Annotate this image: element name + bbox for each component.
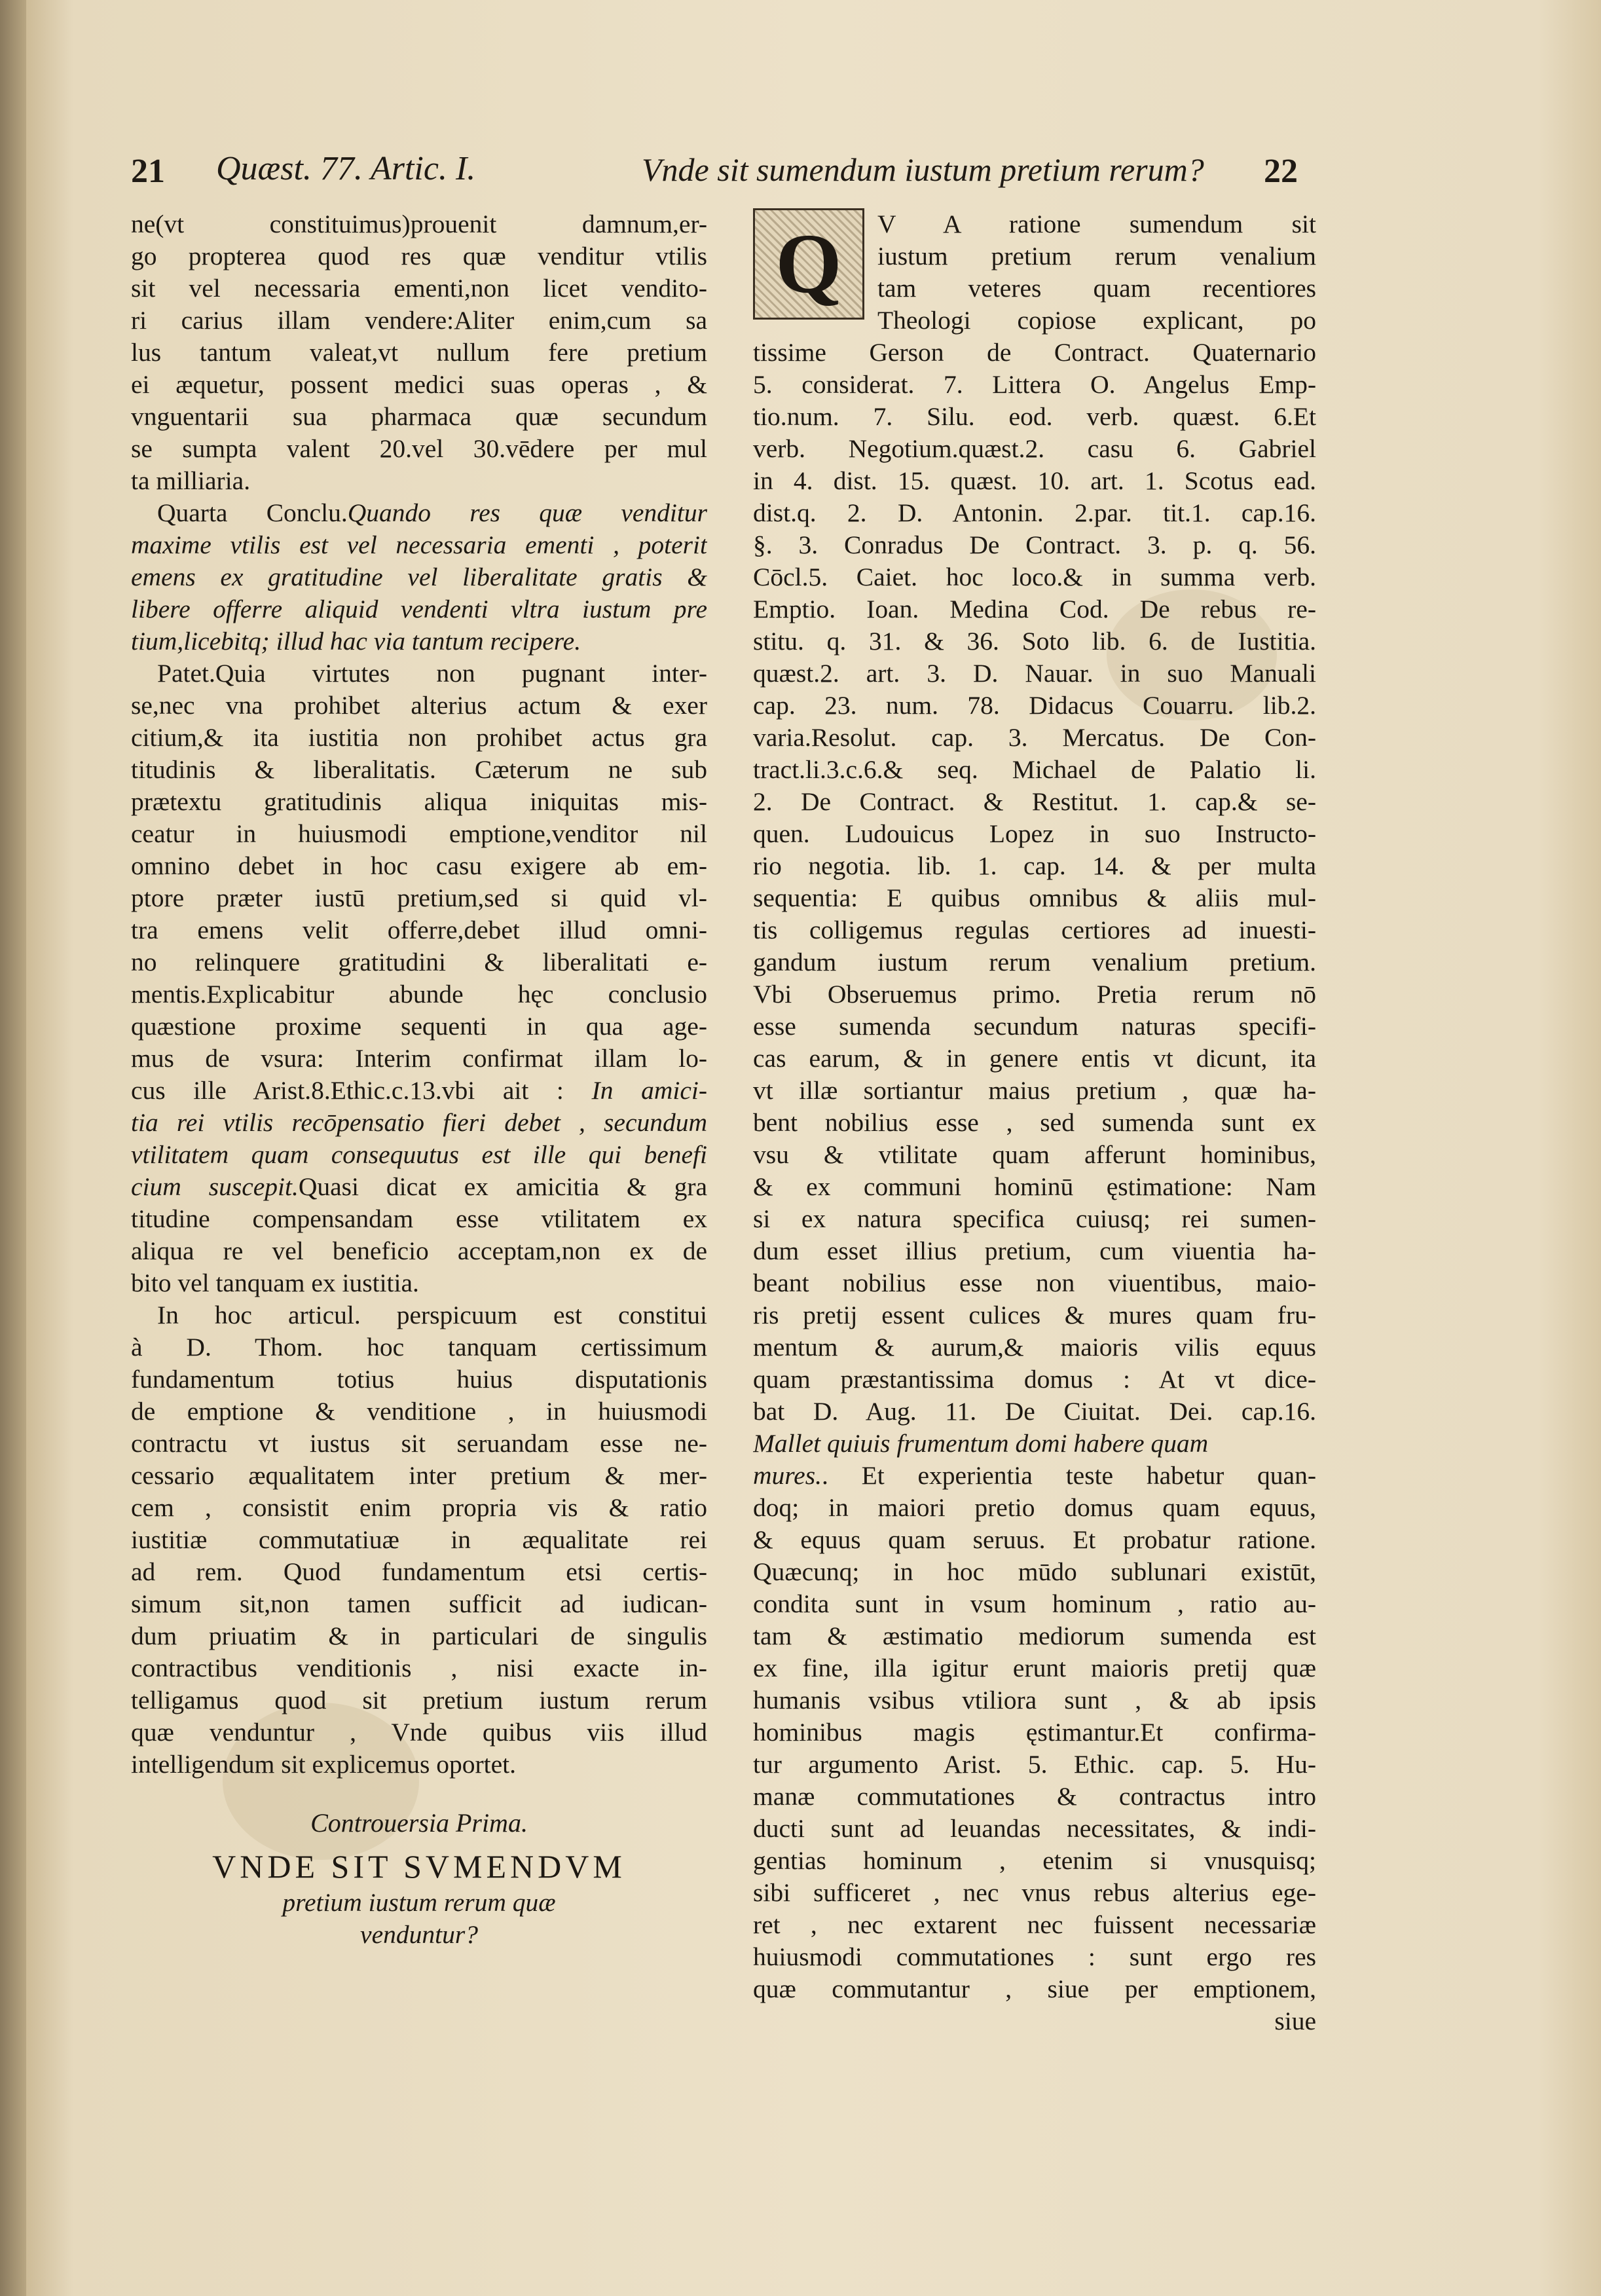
text-line: se sumpta valent 20.vel 30.vēdere per mul bbox=[131, 434, 707, 463]
text-line: Quarta Conclu.Quando res quæ venditur bbox=[157, 498, 707, 527]
text-line: tam & æstimatio mediorum sumenda est bbox=[753, 1621, 1316, 1650]
text-line: cem , consistit enim propria vis & ratio bbox=[131, 1493, 707, 1522]
section-subtitle: pretium iustum rerum quæ bbox=[282, 1888, 556, 1917]
text-line: condita sunt in vsum hominum , ratio au- bbox=[753, 1589, 1316, 1618]
right-column bbox=[753, 208, 1316, 2037]
page-number-right: 22 bbox=[1264, 153, 1298, 190]
text-line: tio.num. 7. Silu. eod. verb. quæst. 6.Et bbox=[753, 402, 1316, 431]
text-line: mus de vsura: Interim confirmat illam lo- bbox=[131, 1044, 707, 1073]
text-line: contractu vt iustus sit seruandam esse ne- bbox=[131, 1429, 707, 1458]
text-line: 2. De Contract. & Restitut. 1. cap.& se- bbox=[753, 787, 1316, 816]
text-line: stitu. q. 31. & 36. Soto lib. 6. de Iustitia. bbox=[753, 627, 1316, 656]
text-line: manæ commutationes & contractus intro bbox=[753, 1782, 1316, 1811]
text-line: vt illæ sortiantur maius pretium , quæ ha- bbox=[753, 1076, 1316, 1105]
text-line: tium,licebitq; illud hac via tantum recipere. bbox=[131, 627, 581, 656]
text-line: aliqua re vel beneficio acceptam,non ex de bbox=[131, 1236, 707, 1265]
text-line: sibi sufficeret , nec vnus rebus alterius ege- bbox=[753, 1878, 1316, 1907]
text-line: prætextu gratitudinis aliqua iniquitas mis- bbox=[131, 787, 707, 816]
text-line: bent nobilius esse , sed sumenda sunt ex bbox=[753, 1108, 1316, 1137]
running-title-left: Quæst. 77. Artic. I. bbox=[216, 150, 476, 187]
text-line: maxime vtilis est vel necessaria ementi , poterit bbox=[131, 530, 707, 559]
text-line: mentum & aurum,& maioris vilis equus bbox=[753, 1333, 1316, 1361]
text-line: huiusmodi commutationes : sunt ergo res bbox=[753, 1942, 1316, 1971]
controversia-heading: Controuersia Prima. bbox=[310, 1808, 528, 1838]
text-line: mures.. Et experientia teste habetur quan- bbox=[753, 1461, 1316, 1490]
text-line: verb. Negotium.quæst.2. casu 6. Gabriel bbox=[753, 434, 1316, 463]
text-line: ceatur in huiusmodi emptione,venditor nil bbox=[131, 819, 707, 848]
text-line: citium,& ita iustitia non prohibet actus gra bbox=[131, 723, 707, 752]
text-line: sit vel necessaria ementi,non licet vendito- bbox=[131, 274, 707, 303]
text-line: in 4. dist. 15. quæst. 10. art. 1. Scotus ead. bbox=[753, 466, 1316, 495]
text-line: tract.li.3.c.6.& seq. Michael de Palatio li. bbox=[753, 755, 1316, 784]
text-line: vnguentarii sua pharmaca quæ secundum bbox=[131, 402, 707, 431]
text-line: cium suscepit.Quasi dicat ex amicitia & gra bbox=[131, 1172, 707, 1201]
text-line: mentis.Explicabitur abunde hęc conclusio bbox=[131, 980, 707, 1009]
text-line: Patet.Quia virtutes non pugnant inter- bbox=[157, 659, 707, 688]
text-line: intelligendum sit explicemus oportet. bbox=[131, 1750, 517, 1779]
text-line: tra emens velit offerre,debet illud omni- bbox=[131, 916, 707, 944]
text-line: rio negotia. lib. 1. cap. 14. & per multa bbox=[753, 851, 1316, 880]
text-line: Emptio. Ioan. Medina Cod. De rebus re- bbox=[753, 595, 1316, 623]
text-line: dum priuatim & in particulari de singulis bbox=[131, 1621, 707, 1650]
text-line: gandum iustum rerum venalium pretium. bbox=[753, 948, 1316, 976]
text-line: ptore præter iustū pretium,sed si quid vl- bbox=[131, 883, 707, 912]
text-line: humanis vsibus vtiliora sunt , & ab ipsis bbox=[753, 1686, 1316, 1714]
text-line: ei æquetur, possent medici suas operas , & bbox=[131, 370, 707, 399]
text-line: de emptione & venditione , in huiusmodi bbox=[131, 1397, 707, 1426]
left-column bbox=[131, 208, 707, 1951]
text-line: ri carius illam vendere:Aliter enim,cum sa bbox=[131, 306, 707, 335]
text-line: tam veteres quam recentiores bbox=[877, 274, 1316, 303]
text-line: 5. considerat. 7. Littera O. Angelus Emp- bbox=[753, 370, 1316, 399]
text-line: quæ venduntur , Vnde quibus viis illud bbox=[131, 1718, 707, 1747]
text-line: tis colligemus regulas certiores ad inuesti- bbox=[753, 916, 1316, 944]
decorated-initial: Q bbox=[753, 208, 864, 320]
text-line: ret , nec extarent nec fuissent necessariæ bbox=[753, 1910, 1316, 1939]
running-header bbox=[131, 144, 1310, 203]
text-line: se,nec vna prohibet alterius actum & exer bbox=[131, 691, 707, 720]
text-line: ris pretij essent culices & mures quam fru- bbox=[753, 1301, 1316, 1329]
text-line: cas earum, & in genere entis vt dicunt, ita bbox=[753, 1044, 1316, 1073]
text-line: cus ille Arist.8.Ethic.c.13.vbi ait : In amici- bbox=[131, 1076, 707, 1105]
section-title: VNDE SIT SVMENDVM bbox=[212, 1848, 626, 1885]
text-line: Theologi copiose explicant, po bbox=[877, 306, 1316, 335]
text-line: telligamus quod sit pretium iustum rerum bbox=[131, 1686, 707, 1714]
text-line: & ex communi hominū ęstimatione: Nam bbox=[753, 1172, 1316, 1201]
text-line: no relinquere gratitudini & liberalitati e- bbox=[131, 948, 707, 976]
text-line: & equus quam seruus. Et probatur ratione. bbox=[753, 1525, 1316, 1554]
text-line: vsu & vtilitate quam afferunt hominibus, bbox=[753, 1140, 1316, 1169]
text-line: hominibus magis ęstimantur.Et confirma- bbox=[753, 1718, 1316, 1747]
text-line: fundamentum totius huius disputationis bbox=[131, 1365, 707, 1394]
text-line: ex fine, illa igitur erunt maioris pretij quæ bbox=[753, 1654, 1316, 1682]
text-line: titudinis & liberalitatis. Cæterum ne sub bbox=[131, 755, 707, 784]
text-line: Vbi Obseruemus primo. Pretia rerum nō bbox=[753, 980, 1316, 1009]
text-line: si ex natura specifica cuiusq; rei sumen- bbox=[753, 1204, 1316, 1233]
text-line: ad rem. Quod fundamentum etsi certis- bbox=[131, 1557, 707, 1586]
text-line: Quæcunq; in hoc mūdo sublunari existūt, bbox=[753, 1557, 1316, 1586]
text-line: quæ commutantur , siue per emptionem, bbox=[753, 1974, 1316, 2003]
text-line: varia.Resolut. cap. 3. Mercatus. De Con- bbox=[753, 723, 1316, 752]
text-line: iustum pretium rerum venalium bbox=[877, 242, 1316, 270]
text-line: beant nobilius esse non viuentibus, maio- bbox=[753, 1268, 1316, 1297]
text-line: quæst.2. art. 3. D. Nauar. in suo Manuali bbox=[753, 659, 1316, 688]
text-line: go propterea quod res quæ venditur vtilis bbox=[131, 242, 707, 270]
text-line: sequentia: E quibus omnibus & aliis mul- bbox=[753, 883, 1316, 912]
text-line: contractibus venditionis , nisi exacte in- bbox=[131, 1654, 707, 1682]
text-line: §. 3. Conradus De Contract. 3. p. q. 56. bbox=[753, 530, 1316, 559]
text-line: à D. Thom. hoc tanquam certissimum bbox=[131, 1333, 707, 1361]
page-number-left: 21 bbox=[131, 153, 165, 190]
text-line: quæstione proxime sequenti in qua age- bbox=[131, 1012, 707, 1041]
text-line: Cōcl.5. Caiet. hoc loco.& in summa verb. bbox=[753, 563, 1316, 591]
text-line: V A ratione sumendum sit bbox=[877, 210, 1316, 238]
text-line: bat D. Aug. 11. De Ciuitat. Dei. cap.16. bbox=[753, 1397, 1316, 1426]
text-line: libere offerre aliquid vendenti vltra iustum pre bbox=[131, 595, 707, 623]
text-line: ducti sunt ad leuandas necessitates, & indi- bbox=[753, 1814, 1316, 1843]
text-line: ne(vt constituimus)prouenit damnum,er- bbox=[131, 210, 707, 238]
text-line: dist.q. 2. D. Antonin. 2.par. tit.1. cap.16. bbox=[753, 498, 1316, 527]
text-line: bito vel tanquam ex iustitia. bbox=[131, 1268, 419, 1297]
text-line: cessario æqualitatem inter pretium & mer- bbox=[131, 1461, 707, 1490]
page-binding-edge bbox=[0, 0, 26, 2296]
catchword: siue bbox=[1274, 2007, 1316, 2035]
text-line: iustitiæ commutatiuæ in æqualitate rei bbox=[131, 1525, 707, 1554]
text-line: vtilitatem quam consequutus est ille qui benefi bbox=[131, 1140, 707, 1169]
text-line: In hoc articul. perspicuum est constitui bbox=[157, 1301, 707, 1329]
text-line: doq; in maiori pretio domus quam equus, bbox=[753, 1493, 1316, 1522]
text-line: dum esset illius pretium, cum viuentia ha- bbox=[753, 1236, 1316, 1265]
text-line: titudine compensandam esse vtilitatem ex bbox=[131, 1204, 707, 1233]
text-line: quam præstantissima domus : At vt dice- bbox=[753, 1365, 1316, 1394]
text-line: emens ex gratitudine vel liberalitate gratis & bbox=[131, 563, 707, 591]
text-line: ta milliaria. bbox=[131, 466, 251, 495]
text-line: cap. 23. num. 78. Didacus Couarru. lib.2. bbox=[753, 691, 1316, 720]
text-line: tia rei vtilis recōpensatio fieri debet , secundum bbox=[131, 1108, 707, 1137]
text-line: omnino debet in hoc casu exigere ab em- bbox=[131, 851, 707, 880]
text-line: tur argumento Arist. 5. Ethic. cap. 5. Hu- bbox=[753, 1750, 1316, 1779]
text-line: Mallet quiuis frumentum domi habere quam bbox=[753, 1429, 1209, 1458]
text-line: lus tantum valeat,vt nullum fere pretium bbox=[131, 338, 707, 367]
text-line: gentias hominum , etenim si vnusquisq; bbox=[753, 1846, 1316, 1875]
section-subtitle: venduntur? bbox=[360, 1920, 478, 1949]
running-title-right: Vnde sit sumendum iustum pretium rerum? bbox=[642, 151, 1204, 188]
text-line: esse sumenda secundum naturas specifi- bbox=[753, 1012, 1316, 1041]
text-line: quen. Ludouicus Lopez in suo Instructo- bbox=[753, 819, 1316, 848]
text-line: tissime Gerson de Contract. Quaternario bbox=[753, 338, 1316, 367]
text-line: simum sit,non tamen sufficit ad iudican- bbox=[131, 1589, 707, 1618]
